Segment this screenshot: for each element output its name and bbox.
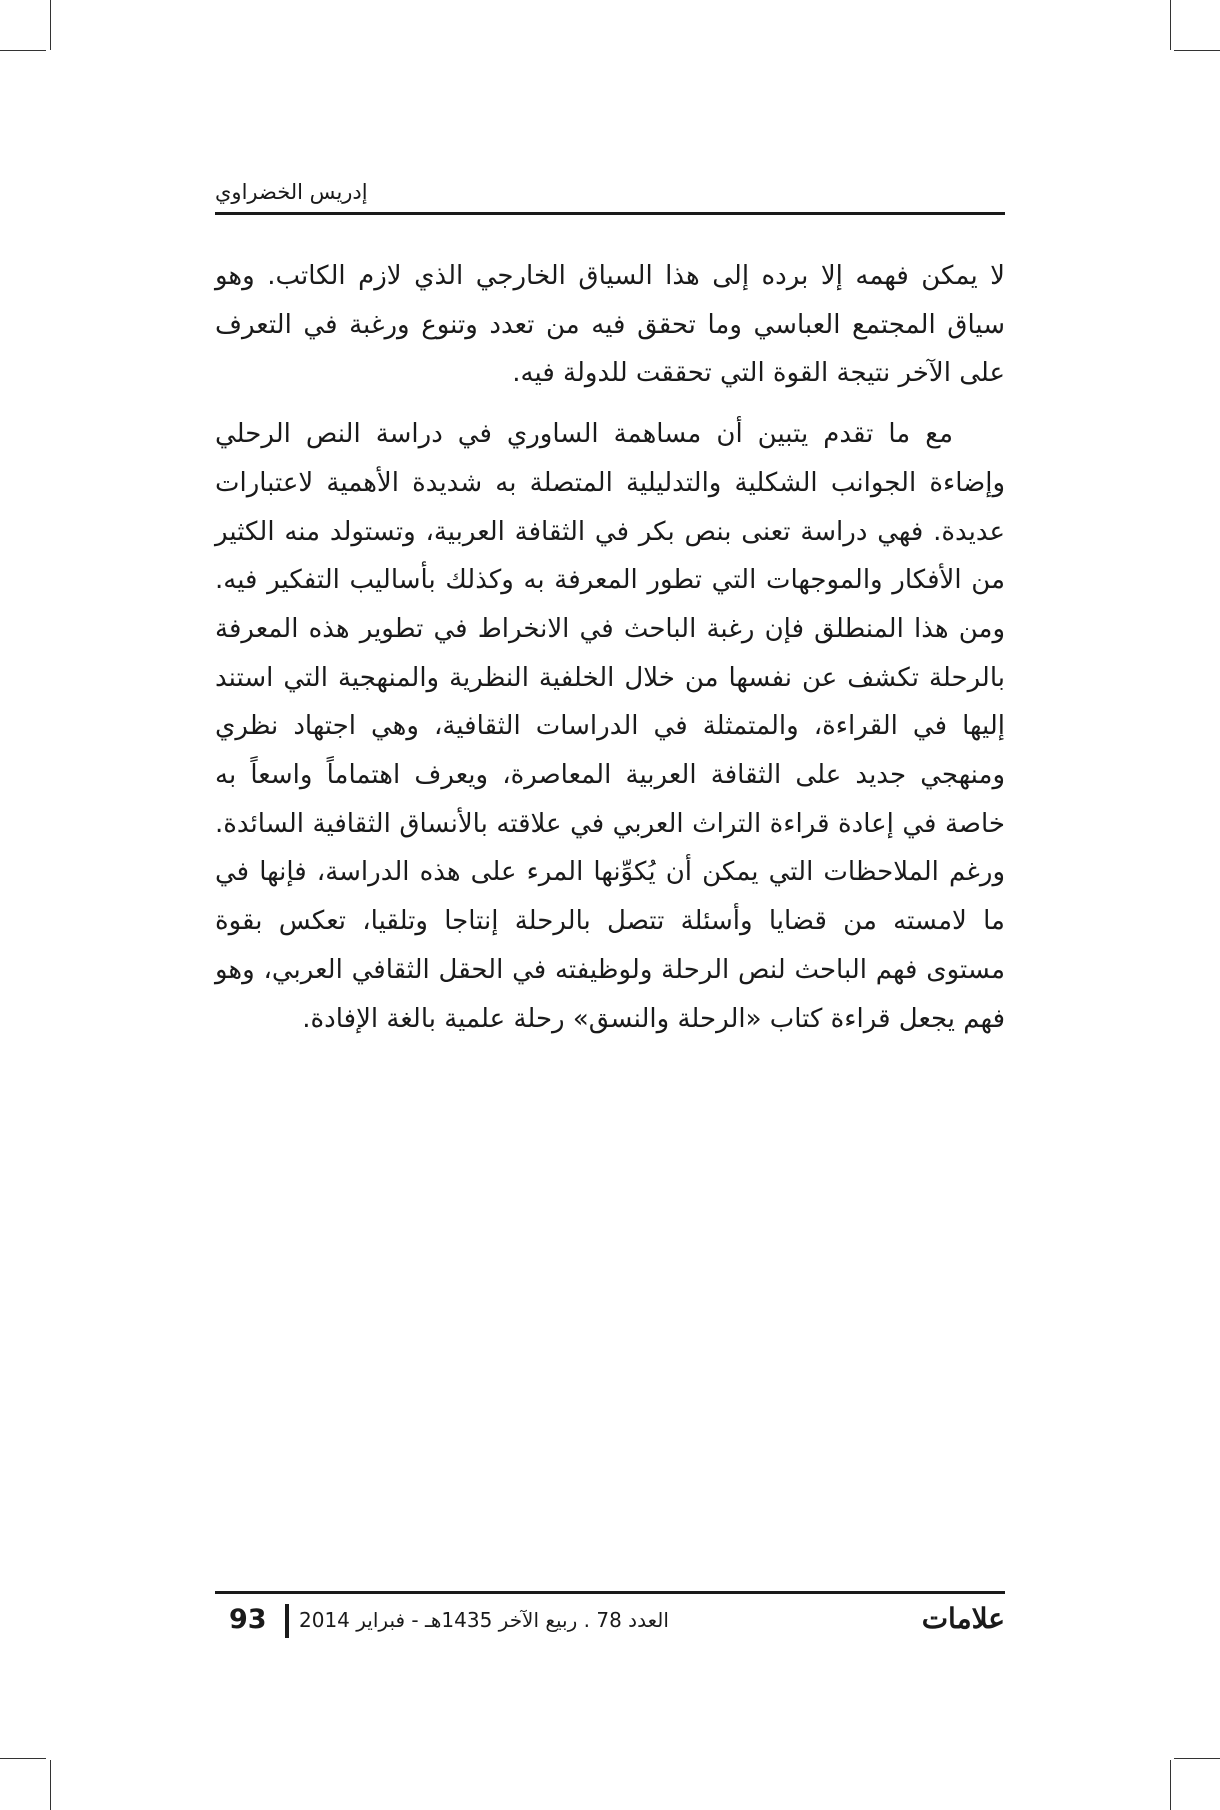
author-name: إدريس الخضراوي — [215, 180, 368, 204]
header-rule — [215, 212, 1005, 215]
page-number: 93 — [229, 1604, 267, 1635]
footer-divider — [285, 1604, 289, 1638]
crop-mark-top-right — [1170, 0, 1171, 50]
paragraph-2: مع ما تقدم يتبين أن مساهمة الساوري في دراسة النص الرحلي وإضاءة الجوانب الشكلية والتدليلية المتصلة به شديدة الأهمية لاعتبارات عديدة. فهي دراسة تعنى بنص بكر في الثقافة العربية، وتستولد منه الكثير من الأفكار والموجهات التي تطور المعرفة به وكذلك بأساليب التفكير فيه. ومن هذا المنطلق فإن رغبة الباحث في الانخراط في تطوير هذه المعرفة بالرحلة تكشف عن نفسها من خلال الخلفية النظرية والمنهجية التي استند إليها في القراءة، والمتمثلة في الدراسات الثقافية، وهي اجتهاد نظري ومنهجي جديد على الثقافة العربية المعاصرة، ويعرف اهتماماً واسعاً به خاصة في إعادة قراءة التراث العربي في علاقته بالأنساق الثقافية السائدة. ورغم الملاحظات التي يمكن أن يُكوِّنها المرء على هذه الدراسة، فإنها في ما لامسته من قضايا وأسئلة تتصل بالرحلة إنتاجا وتلقيا، تعكس بقوة مستوى فهم الباحث لنص الرحلة ولوظيفته في الحقل الثقافي العربي، وهو فهم يجعل قراءة كتاب «الرحلة والنسق» رحلة علمية بالغة الإفادة. — [215, 419, 1005, 1034]
page-footer — [215, 1602, 1005, 1642]
crop-mark-right-top — [1174, 50, 1220, 51]
crop-mark-right-bottom — [1174, 1758, 1220, 1759]
paragraph-1: لا يمكن فهمه إلا برده إلى هذا السياق الخارجي الذي لازم الكاتب. وهو سياق المجتمع العباسي وما تحقق فيه من تعدد وتنوع ورغبة في التعرف على الآخر نتيجة القوة التي تحققت للدولة فيه. — [215, 261, 1005, 389]
running-head — [215, 172, 1005, 214]
crop-mark-top-left — [50, 0, 51, 50]
crop-mark-bottom-left — [50, 1760, 51, 1810]
footer-rule — [215, 1591, 1005, 1594]
crop-mark-left-bottom — [0, 1758, 46, 1759]
article-body — [215, 252, 1005, 1055]
crop-mark-bottom-right — [1170, 1760, 1171, 1810]
issue-info: العدد 78 . ربيع الآخر 1435هـ - فبراير 2014 — [299, 1608, 669, 1632]
journal-logo: علامات — [921, 1602, 1005, 1635]
crop-mark-left-top — [0, 50, 46, 51]
